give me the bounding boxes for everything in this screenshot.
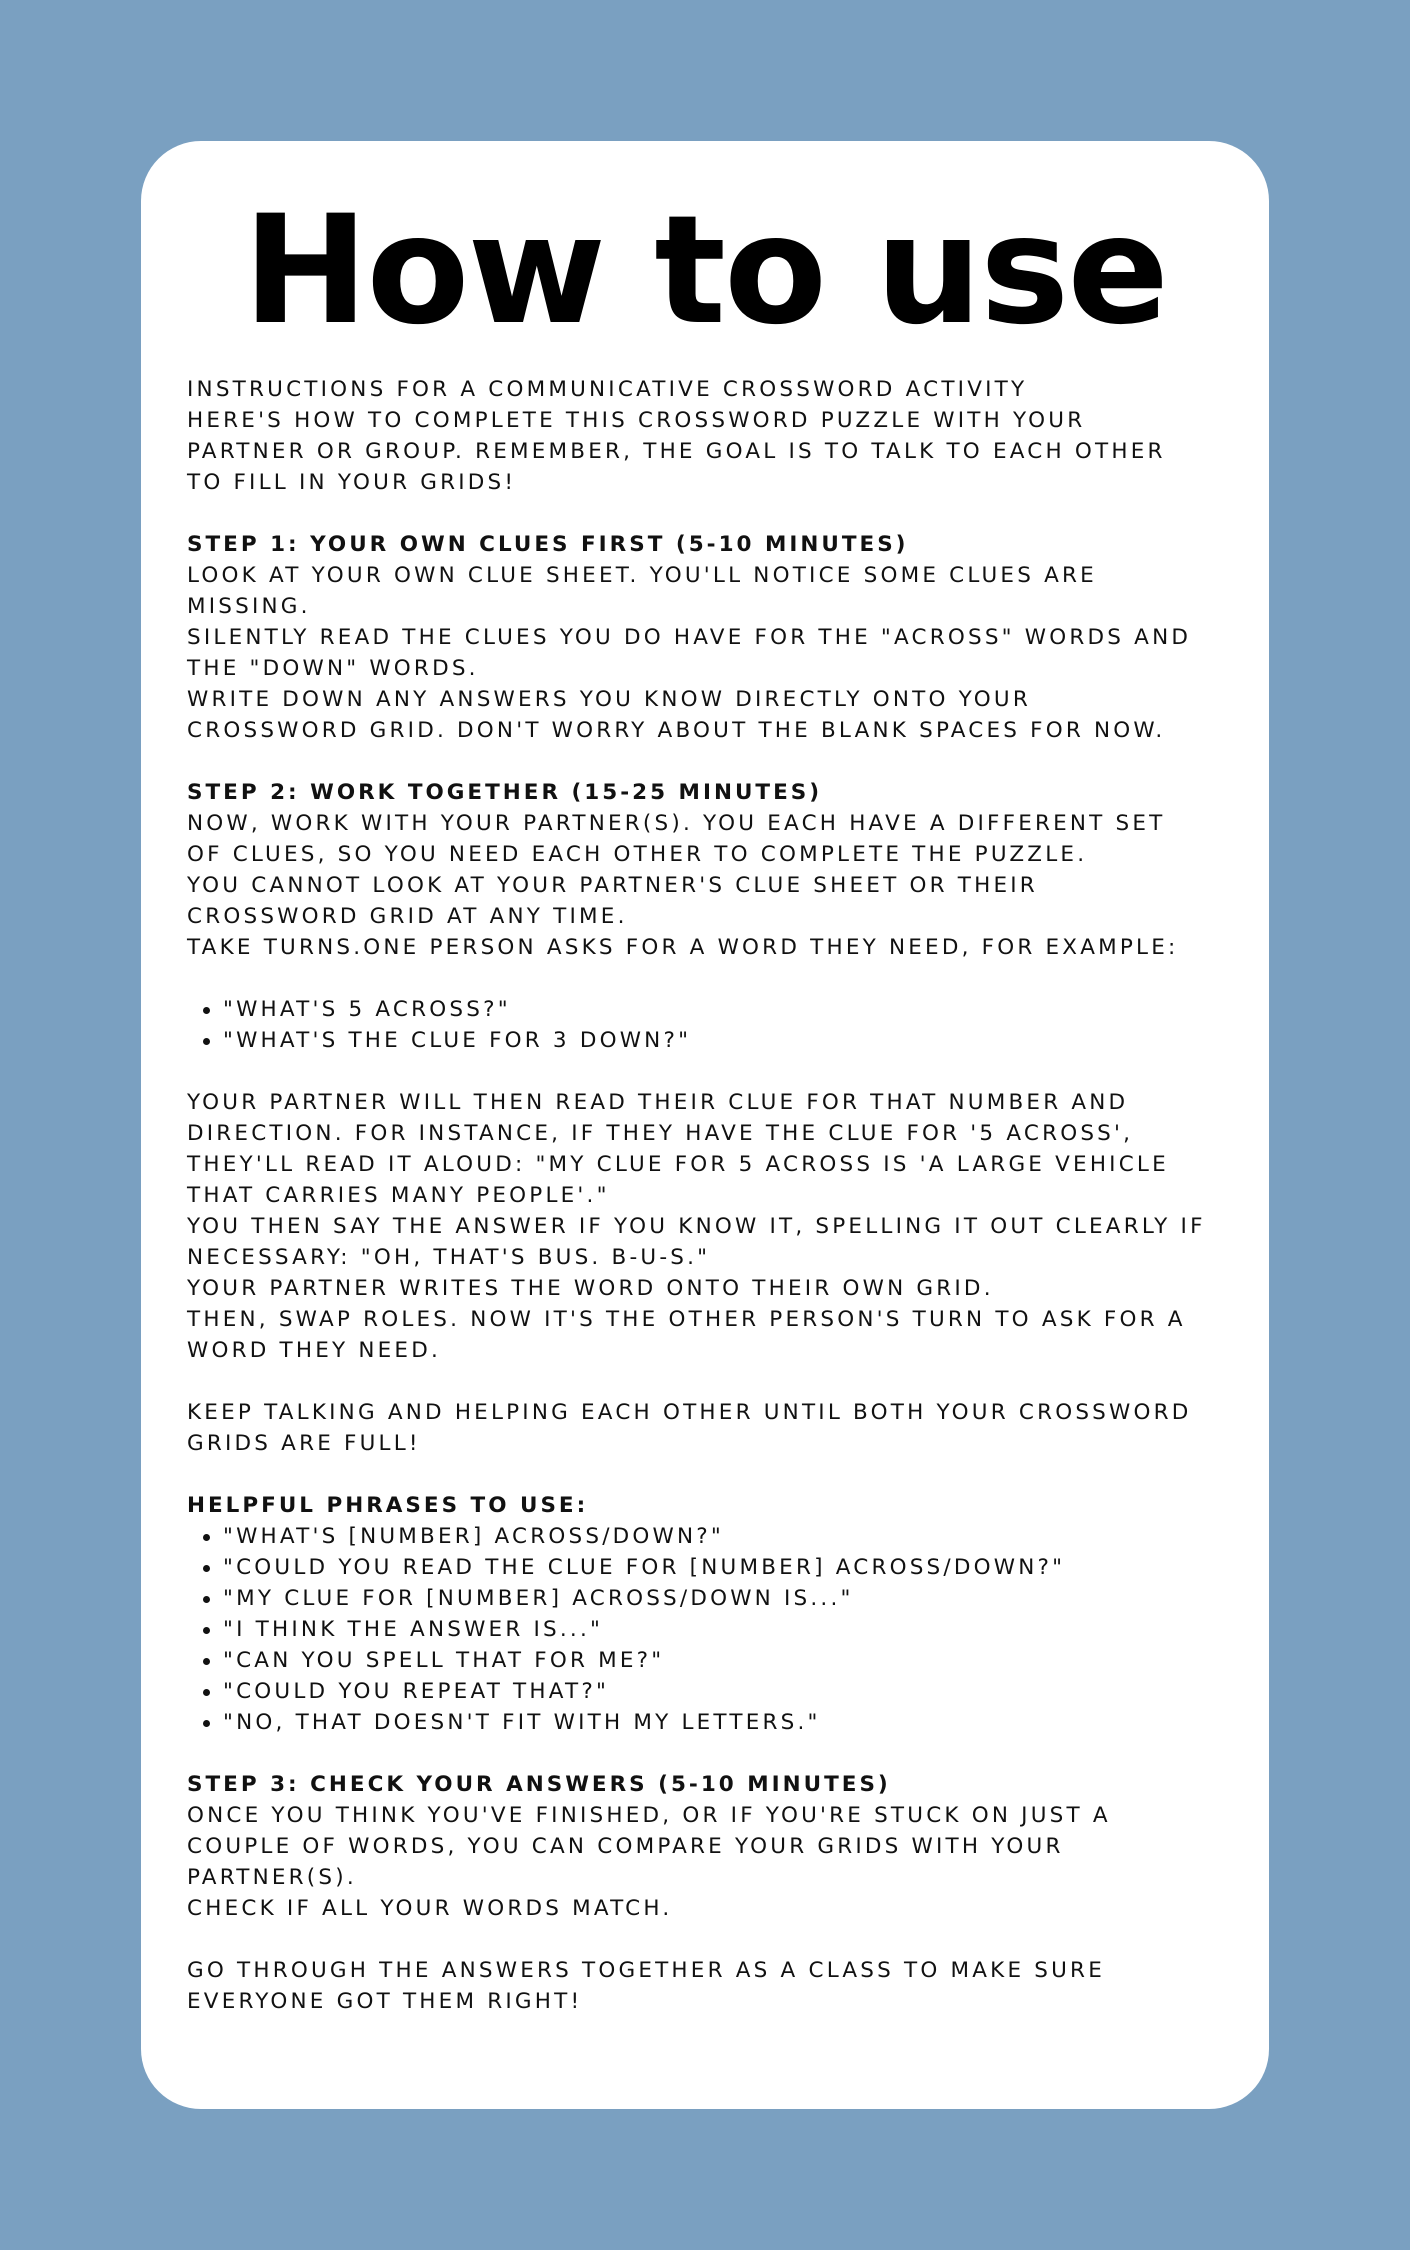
step2-line: OF CLUES, SO YOU NEED EACH OTHER TO COMPLETE THE PUZZLE.: [187, 842, 1088, 867]
step2-line: TAKE TURNS.ONE PERSON ASKS FOR A WORD THEY NEED, FOR EXAMPLE:: [187, 935, 1179, 960]
step3-line: ONCE YOU THINK YOU'VE FINISHED, OR IF YOU'RE STUCK ON JUST A: [187, 1803, 1111, 1828]
intro-line: INSTRUCTIONS FOR A COMMUNICATIVE CROSSWORD ACTIVITY: [187, 377, 1028, 402]
step1-line: SILENTLY READ THE CLUES YOU DO HAVE FOR THE "ACROSS" WORDS AND: [187, 625, 1192, 650]
step1-line: THE "DOWN" WORDS.: [187, 656, 479, 681]
list-item: "I THINK THE ANSWER IS...": [223, 1614, 1267, 1645]
instruction-card: [141, 141, 1269, 2109]
step3-line: PARTNER(S).: [187, 1865, 357, 1890]
step3-closing: EVERYONE GOT THEM RIGHT!: [187, 1989, 583, 2014]
step2-line: DIRECTION. FOR INSTANCE, IF THEY HAVE THE CLUE FOR '5 ACROSS',: [187, 1121, 1134, 1146]
step2-line: NOW, WORK WITH YOUR PARTNER(S). YOU EACH HAVE A DIFFERENT SET: [187, 811, 1166, 836]
list-item: "WHAT'S 5 ACROSS?": [223, 994, 1267, 1025]
list-item: "NO, THAT DOESN'T FIT WITH MY LETTERS.": [223, 1707, 1267, 1738]
step3-line: CHECK IF ALL YOUR WORDS MATCH.: [187, 1896, 673, 1921]
step1-line: LOOK AT YOUR OWN CLUE SHEET. YOU'LL NOTICE SOME CLUES ARE: [187, 563, 1097, 588]
step3-closing: GO THROUGH THE ANSWERS TOGETHER AS A CLASS TO MAKE SURE: [187, 1958, 1105, 1983]
spacer: [187, 1459, 1267, 1490]
step1-line: CROSSWORD GRID. DON'T WORRY ABOUT THE BLANK SPACES FOR NOW.: [187, 718, 1166, 743]
list-item: "WHAT'S [NUMBER] ACROSS/DOWN?": [223, 1521, 1267, 1552]
intro-line: TO FILL IN YOUR GRIDS!: [187, 470, 517, 495]
step2-line: CROSSWORD GRID AT ANY TIME.: [187, 904, 628, 929]
step2-line: THEY'LL READ IT ALOUD: "MY CLUE FOR 5 ACROSS IS 'A LARGE VEHICLE: [187, 1152, 1169, 1177]
spacer: [187, 746, 1267, 777]
step1-line: WRITE DOWN ANY ANSWERS YOU KNOW DIRECTLY ONTO YOUR: [187, 687, 1031, 712]
step2-line: THAT CARRIES MANY PEOPLE'.": [187, 1183, 610, 1208]
step3-heading: STEP 3: CHECK YOUR ANSWERS (5-10 MINUTES): [187, 1772, 891, 1797]
page-title: How to use: [242, 184, 1168, 358]
step1-line: MISSING.: [187, 594, 311, 619]
spacer: [187, 963, 1267, 994]
spacer: [187, 1924, 1267, 1955]
phrases-heading: HELPFUL PHRASES TO USE:: [187, 1493, 589, 1518]
step1-heading: STEP 1: YOUR OWN CLUES FIRST (5-10 MINUTES): [187, 532, 909, 557]
instructions-body: [187, 374, 1267, 2017]
spacer: [187, 1366, 1267, 1397]
spacer: [187, 1738, 1267, 1769]
step2-heading: STEP 2: WORK TOGETHER (15-25 MINUTES): [187, 780, 823, 805]
step2-line: YOU CANNOT LOOK AT YOUR PARTNER'S CLUE SHEET OR THEIR: [187, 873, 1038, 898]
list-item: "WHAT'S THE CLUE FOR 3 DOWN?": [223, 1025, 1267, 1056]
step2-closing: KEEP TALKING AND HELPING EACH OTHER UNTIL BOTH YOUR CROSSWORD: [187, 1400, 1192, 1425]
step2-line: THEN, SWAP ROLES. NOW IT'S THE OTHER PERSON'S TURN TO ASK FOR A: [187, 1307, 1186, 1332]
list-item: "MY CLUE FOR [NUMBER] ACROSS/DOWN IS...": [223, 1583, 1267, 1614]
intro-line: PARTNER OR GROUP. REMEMBER, THE GOAL IS TO TALK TO EACH OTHER: [187, 439, 1166, 464]
step2-line: NECESSARY: "OH, THAT'S BUS. B-U-S.": [187, 1245, 711, 1270]
step2-line: YOUR PARTNER WRITES THE WORD ONTO THEIR OWN GRID.: [187, 1276, 994, 1301]
step2-line: WORD THEY NEED.: [187, 1338, 442, 1363]
example-list: [187, 994, 1267, 1056]
step2-closing: GRIDS ARE FULL!: [187, 1431, 421, 1456]
spacer: [187, 498, 1267, 529]
step2-line: YOUR PARTNER WILL THEN READ THEIR CLUE FOR THAT NUMBER AND: [187, 1090, 1129, 1115]
intro-line: HERE'S HOW TO COMPLETE THIS CROSSWORD PUZZLE WITH YOUR: [187, 408, 1086, 433]
step2-line: YOU THEN SAY THE ANSWER IF YOU KNOW IT, SPELLING IT OUT CLEARLY IF: [187, 1214, 1206, 1239]
list-item: "COULD YOU REPEAT THAT?": [223, 1676, 1267, 1707]
phrases-list: [187, 1521, 1267, 1738]
list-item: "CAN YOU SPELL THAT FOR ME?": [223, 1645, 1267, 1676]
step3-line: COUPLE OF WORDS, YOU CAN COMPARE YOUR GRIDS WITH YOUR: [187, 1834, 1064, 1859]
spacer: [187, 1056, 1267, 1087]
list-item: "COULD YOU READ THE CLUE FOR [NUMBER] ACROSS/DOWN?": [223, 1552, 1267, 1583]
